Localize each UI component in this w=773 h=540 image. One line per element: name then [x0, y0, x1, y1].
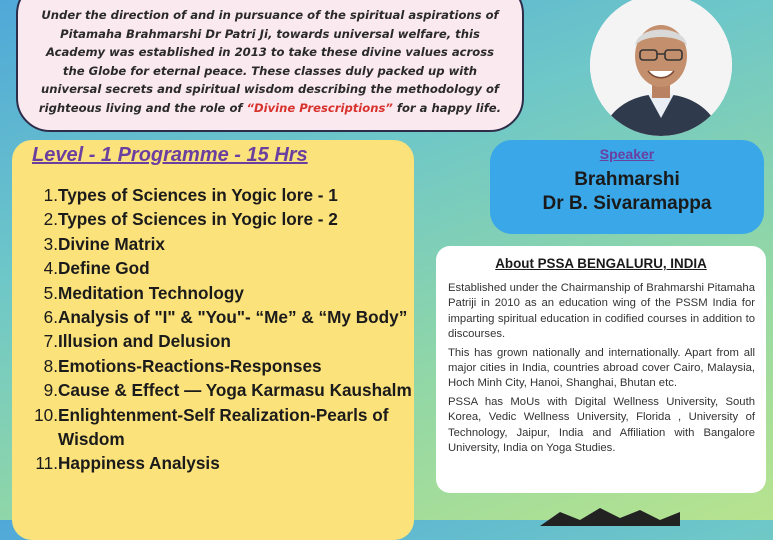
programme-item-number: 1. [43, 185, 58, 205]
programme-item-text: Analysis of "I" & "You"- “Me” & “My Body” [58, 307, 408, 328]
about-paragraph: This has grown nationally and internationally. Apart from all major cities in India, countries abroad cover Cairo, Malaysia, Hoch Minh City, Hanoi, Shanghai, Bhutan etc. [448, 346, 755, 390]
programme-item [30, 232, 420, 256]
intro-text: Under the direction of and in pursuance of the spiritual aspirations of Pitamaha Brahmarshi Dr Patri Ji, towards universal welfare, this Academy was established in 2013 to take these divine values across the Globe for eternal peace. These classes duly packed up with universal secrets and spiritual wisdom describing the methodology of righteous living and the role of [38, 8, 499, 115]
programme-item-number: 9. [43, 380, 58, 401]
intro-card [16, 0, 524, 132]
programme-panel [12, 140, 414, 540]
intro-highlight: “Divine Prescriptions” [246, 100, 393, 115]
programme-item [30, 281, 420, 305]
speaker-name-line2: Dr B. Sivaramappa [542, 193, 712, 214]
programme-item-number: 11. [35, 453, 58, 474]
speaker-card [490, 140, 764, 234]
programme-item [30, 378, 420, 402]
programme-item-text: Meditation Technology [58, 282, 244, 303]
programme-item-number: 3. [43, 233, 58, 254]
programme-item-text: Illusion and Delusion [58, 331, 231, 352]
programme-item [30, 183, 420, 207]
mountain-decoration [540, 506, 680, 526]
programme-item-text: Types of Sciences in Yogic lore - 2 [58, 209, 338, 230]
about-body [448, 281, 755, 459]
programme-item [30, 207, 420, 231]
programme-item-text: Enlightenment-Self Realization-Pearls of Wisdom [58, 404, 389, 450]
programme-item-number: 4. [43, 258, 58, 279]
programme-item [30, 329, 420, 353]
programme-item-number: 5. [43, 282, 58, 303]
about-paragraph: PSSA has MoUs with Digital Wellness University, South Korea, Vedic Wellness University, Florida , University of Technology, Jaipur, India and Affiliation with Bangalore University, India on Yoga Studies. [448, 395, 755, 455]
about-paragraph: Established under the Chairmanship of Brahmarshi Pitamaha Patriji in 2010 as an education wing of the PSSM India for imparting spiritual education in codified courses in addition to discourses. [448, 282, 755, 341]
intro-text-end: for a happy life. [392, 100, 502, 115]
programme-item-text: Types of Sciences in Yogic lore - 1 [58, 185, 338, 205]
programme-title: Level - 1 Programme - 15 Hrs [32, 144, 308, 166]
programme-item-text: Cause & Effect — Yoga Karmasu Kaushalm [58, 380, 412, 401]
programme-item [30, 403, 420, 452]
programme-item-number: 6. [43, 307, 58, 328]
programme-item-text: Emotions-Reactions-Responses [58, 355, 322, 376]
programme-item [30, 305, 420, 329]
speaker-photo-image [590, 0, 732, 136]
programme-item-text: Happiness Analysis [58, 453, 220, 474]
speaker-name-line1: Brahmarshi [574, 169, 680, 190]
speaker-label: Speaker [599, 146, 655, 162]
programme-item [30, 256, 420, 280]
speaker-name [490, 168, 764, 216]
programme-item-text: Divine Matrix [58, 233, 165, 254]
programme-item-number: 7. [43, 331, 58, 352]
about-title: About PSSA BENGALURU, INDIA [495, 256, 707, 271]
programme-list [30, 183, 420, 476]
programme-item [30, 451, 420, 475]
programme-item-number: 8. [43, 355, 58, 376]
programme-item-number: 2. [43, 209, 58, 230]
about-card [436, 246, 766, 493]
programme-item-number: 10. [34, 404, 58, 425]
programme-item [30, 354, 420, 378]
programme-item-text: Define God [58, 258, 150, 279]
speaker-portrait [590, 0, 732, 136]
